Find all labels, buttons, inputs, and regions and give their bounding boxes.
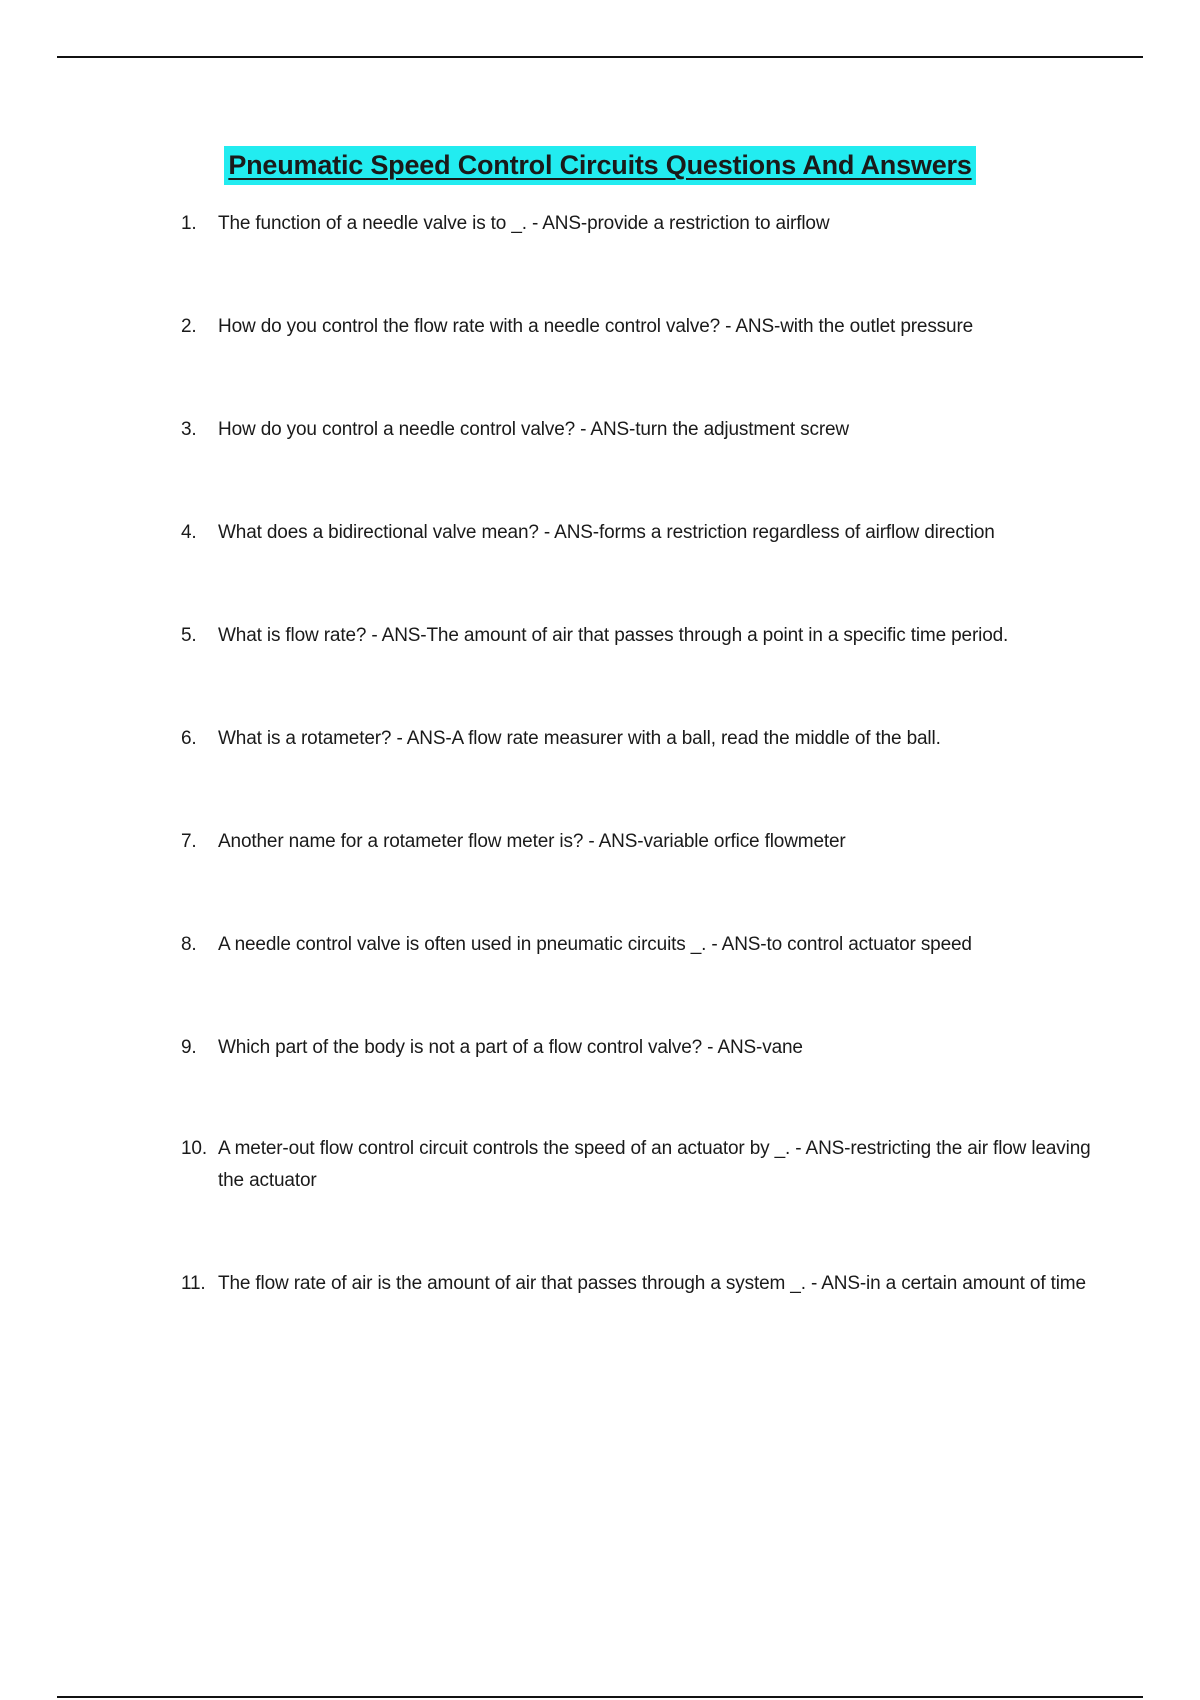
qa-text: A meter-out flow control circuit controls the speed of an actuator by _. - ANS-restricting the air flow leaving the actuator: [218, 1138, 1091, 1191]
qa-item-8: [181, 929, 1091, 961]
footer-rule: [57, 1696, 1143, 1698]
qa-number: 10.: [181, 1138, 207, 1159]
qa-number: 6.: [181, 728, 197, 749]
qa-item-2: [181, 311, 1091, 343]
qa-item-7: [181, 826, 1091, 858]
qa-text: The flow rate of air is the amount of air that passes through a system _. - ANS-in a certain amount of time: [218, 1273, 1086, 1294]
qa-item-3: [181, 414, 1091, 446]
qa-text: What does a bidirectional valve mean? - ANS-forms a restriction regardless of airflow direction: [218, 522, 995, 543]
qa-number: 5.: [181, 625, 197, 646]
qa-number: 1.: [181, 213, 197, 234]
qa-text: What is flow rate? - ANS-The amount of air that passes through a point in a specific time period.: [218, 625, 1009, 646]
qa-number: 11.: [181, 1273, 206, 1294]
qa-item-4: [181, 517, 1091, 549]
title-container: [0, 146, 1200, 185]
qa-item-9: [181, 1032, 1091, 1064]
document-title: Pneumatic Speed Control Circuits Questions And Answers: [224, 146, 975, 185]
qa-text: What is a rotameter? - ANS-A flow rate measurer with a ball, read the middle of the ball.: [218, 728, 941, 749]
qa-item-6: [181, 723, 1091, 755]
qa-number: 3.: [181, 419, 197, 440]
qa-item-1: [181, 208, 1091, 240]
qa-item-11: [181, 1268, 1091, 1300]
qa-number: 7.: [181, 831, 197, 852]
qa-number: 2.: [181, 316, 197, 337]
qa-text: How do you control a needle control valve? - ANS-turn the adjustment screw: [218, 419, 850, 440]
qa-text: A needle control valve is often used in pneumatic circuits _. - ANS-to control actuator speed: [218, 934, 972, 955]
qa-text: Which part of the body is not a part of a flow control valve? - ANS-vane: [218, 1037, 803, 1058]
header-rule: [57, 56, 1143, 58]
qa-number: 8.: [181, 934, 197, 955]
qa-text: The function of a needle valve is to _. - ANS-provide a restriction to airflow: [218, 213, 830, 234]
qa-text: How do you control the flow rate with a needle control valve? - ANS-with the outlet pressure: [218, 316, 974, 337]
qa-text: Another name for a rotameter flow meter is? - ANS-variable orfice flowmeter: [218, 831, 846, 852]
qa-number: 4.: [181, 522, 197, 543]
qa-item-10: [181, 1133, 1091, 1197]
qa-number: 9.: [181, 1037, 197, 1058]
qa-item-5: [181, 620, 1091, 652]
